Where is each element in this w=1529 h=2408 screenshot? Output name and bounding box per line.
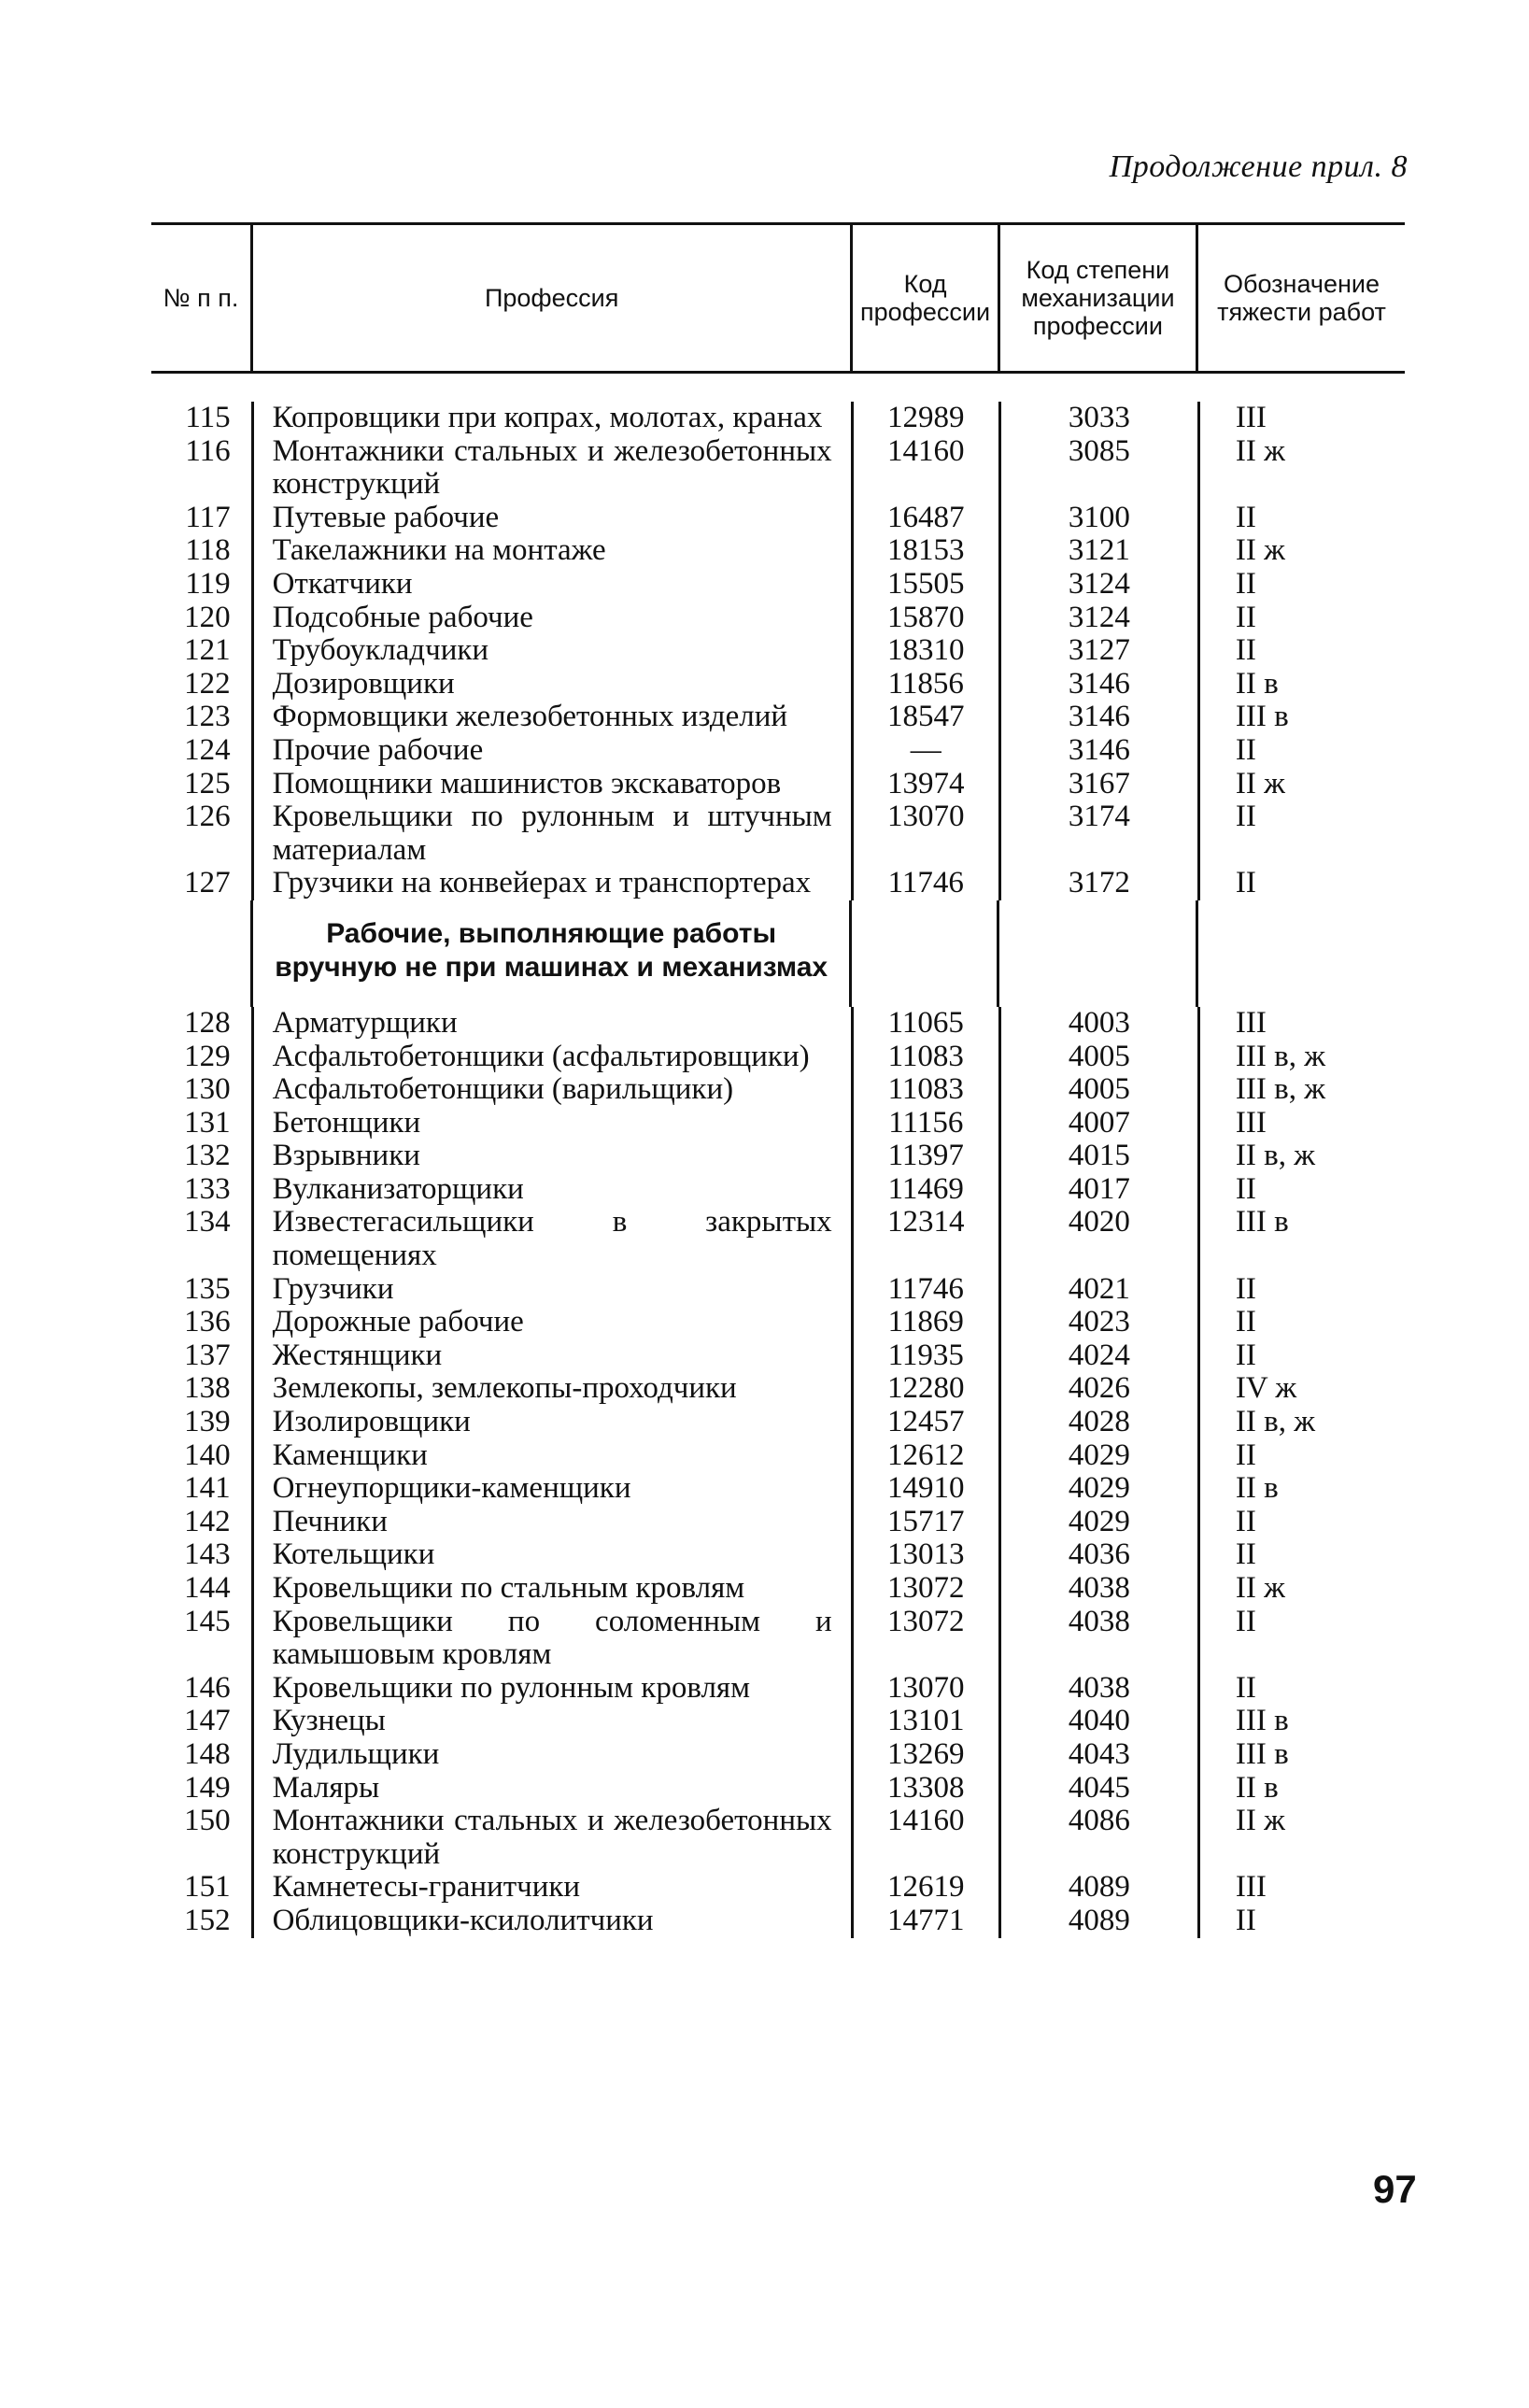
header-profession-code: Код профессии [850, 225, 998, 371]
table-row [151, 602, 1405, 635]
row-mechanization-code: 4040 [998, 1705, 1197, 1738]
row-number: 117 [185, 500, 231, 534]
table-row [151, 1073, 1405, 1107]
row-profession-code: 11856 [851, 668, 998, 701]
row-profession-code: 11083 [851, 1041, 998, 1074]
row-mechanization-code: 4038 [998, 1672, 1197, 1706]
row-mechanization-code: 4005 [998, 1041, 1197, 1074]
row-number: 141 [184, 1471, 231, 1506]
row-profession-code: 14160 [851, 435, 998, 502]
row-severity: II [1197, 800, 1405, 867]
row-profession-code: 13072 [851, 1606, 998, 1672]
row-profession-code: 11065 [851, 1007, 998, 1041]
row-profession-code: 14160 [851, 1805, 998, 1871]
row-mechanization-code: 4028 [998, 1406, 1197, 1439]
row-profession: Кровельщики по стальным кровлям [251, 1572, 851, 1606]
row-mechanization-code: 4029 [998, 1439, 1197, 1473]
row-profession-code: 12280 [851, 1372, 998, 1406]
row-profession: Такелажники на монтаже [251, 534, 851, 568]
row-severity: II [1197, 1905, 1405, 1938]
row-severity: II ж [1197, 435, 1405, 502]
row-number: 143 [184, 1537, 231, 1572]
table-row [151, 734, 1405, 768]
table-row [151, 1007, 1405, 1041]
row-number: 126 [184, 800, 231, 834]
row-mechanization-code: 4020 [998, 1206, 1197, 1272]
row-severity: II [1197, 1606, 1405, 1672]
row-number: 138 [184, 1371, 231, 1406]
table-row [151, 402, 1405, 435]
table-row [151, 1372, 1405, 1406]
row-profession: Арматурщики [251, 1007, 851, 1041]
row-profession-code: 13070 [851, 800, 998, 867]
table-row [151, 1871, 1405, 1905]
section-title: Рабочие, выполняющие работы вручную не при машинах и механизмах [250, 900, 849, 1007]
row-number: 132 [184, 1139, 231, 1173]
section-row [151, 900, 1405, 1007]
row-mechanization-code: 3146 [998, 701, 1197, 734]
table-row [151, 435, 1405, 502]
row-mechanization-code: 3124 [998, 602, 1197, 635]
row-profession-code: 11935 [851, 1339, 998, 1373]
table-row [151, 1041, 1405, 1074]
row-profession: Кузнецы [251, 1705, 851, 1738]
section-code-cell [849, 900, 997, 1007]
row-mechanization-code: 4045 [998, 1772, 1197, 1806]
row-number: 123 [184, 700, 231, 734]
row-profession: Путевые рабочие [251, 502, 851, 535]
row-profession: Печники [251, 1506, 851, 1539]
row-profession: Грузчики [251, 1273, 851, 1307]
row-profession: Трубоукладчики [251, 634, 851, 668]
table-row [151, 534, 1405, 568]
row-profession: Формовщики железобетонных изделий [251, 701, 851, 734]
table-row [151, 1738, 1405, 1772]
row-severity: II [1197, 1672, 1405, 1706]
row-severity: II [1197, 1273, 1405, 1307]
table-row [151, 502, 1405, 535]
row-number: 121 [184, 633, 231, 668]
row-profession-code: 14910 [851, 1472, 998, 1506]
row-profession: Изолировщики [251, 1406, 851, 1439]
row-profession-code: 11746 [851, 1273, 998, 1307]
row-number: 147 [184, 1704, 231, 1738]
row-number: 136 [184, 1305, 231, 1339]
row-profession: Известегасильщики в закрытых помещениях [251, 1206, 851, 1272]
row-severity: II [1197, 1306, 1405, 1339]
row-severity: III [1197, 1871, 1405, 1905]
row-number: 144 [184, 1571, 231, 1605]
row-number: 145 [184, 1604, 231, 1638]
row-profession-code: 18547 [851, 701, 998, 734]
row-number: 115 [185, 401, 231, 434]
row-profession: Помощники машинистов экскаваторов [251, 768, 851, 801]
row-number: 137 [184, 1338, 231, 1372]
row-mechanization-code: 3146 [998, 734, 1197, 768]
row-number: 151 [184, 1870, 231, 1905]
row-number: 140 [184, 1438, 231, 1472]
row-number: 146 [184, 1670, 231, 1705]
row-profession: Маляры [251, 1772, 851, 1806]
row-mechanization-code: 4086 [998, 1805, 1197, 1871]
row-profession: Асфальтобетонщики (асфальтировщики) [251, 1041, 851, 1074]
row-profession-code: 14771 [851, 1905, 998, 1938]
row-mechanization-code: 4017 [998, 1173, 1197, 1207]
row-mechanization-code: 4029 [998, 1506, 1197, 1539]
row-profession: Подсобные рабочие [251, 602, 851, 635]
row-number: 139 [184, 1405, 231, 1439]
row-number: 150 [184, 1804, 231, 1838]
section-mech-cell [997, 900, 1196, 1007]
row-profession: Каменщики [251, 1439, 851, 1473]
table-row [151, 1472, 1405, 1506]
row-mechanization-code: 4038 [998, 1606, 1197, 1672]
row-profession-code: 15870 [851, 602, 998, 635]
row-profession-code: 11869 [851, 1306, 998, 1339]
row-mechanization-code: 4089 [998, 1871, 1197, 1905]
row-number: 119 [185, 566, 231, 601]
row-severity: II [1197, 502, 1405, 535]
row-profession-code: 11397 [851, 1140, 998, 1173]
table-row [151, 768, 1405, 801]
table-row [151, 668, 1405, 701]
table-row [151, 1606, 1405, 1672]
row-mechanization-code: 3174 [998, 800, 1197, 867]
row-profession: Откатчики [251, 568, 851, 602]
row-number: 116 [185, 433, 231, 468]
row-mechanization-code: 4026 [998, 1372, 1197, 1406]
row-severity: III в, ж [1197, 1041, 1405, 1074]
row-severity: II в, ж [1197, 1140, 1405, 1173]
row-severity: III [1197, 402, 1405, 435]
row-number: 152 [184, 1903, 231, 1937]
row-profession-code: 12612 [851, 1439, 998, 1473]
row-profession-code: 11156 [851, 1107, 998, 1140]
header-num: № п п. [163, 284, 239, 312]
row-severity: II ж [1197, 1805, 1405, 1871]
professions-table [151, 222, 1405, 1944]
row-profession: Прочие рабочие [251, 734, 851, 768]
row-mechanization-code: 4036 [998, 1538, 1197, 1572]
row-severity: III в [1197, 1705, 1405, 1738]
row-mechanization-code: 3121 [998, 534, 1197, 568]
row-profession: Грузчики на конвейерах и транспортерах [251, 867, 851, 900]
row-profession-code: 11469 [851, 1173, 998, 1207]
table-row [151, 867, 1405, 900]
row-severity: III в [1197, 701, 1405, 734]
row-number: 128 [184, 1005, 231, 1040]
row-severity: II [1197, 1439, 1405, 1473]
row-mechanization-code: 4089 [998, 1905, 1197, 1938]
row-severity: IV ж [1197, 1372, 1405, 1406]
row-profession-code: 12457 [851, 1406, 998, 1439]
row-profession: Копровщики при копрах, молотах, кранах [251, 402, 851, 435]
row-mechanization-code: 4005 [998, 1073, 1197, 1107]
table-row [151, 1538, 1405, 1572]
row-profession-code: 11746 [851, 867, 998, 900]
row-profession: Кровельщики по рулонным и штучным материалам [251, 800, 851, 867]
row-profession: Взрывники [251, 1140, 851, 1173]
section-grav-cell [1196, 900, 1405, 1007]
table-row [151, 1439, 1405, 1473]
row-severity: II в [1197, 1772, 1405, 1806]
row-severity: II в [1197, 668, 1405, 701]
row-profession-code: 11083 [851, 1073, 998, 1107]
row-mechanization-code: 4021 [998, 1273, 1197, 1307]
row-mechanization-code: 4023 [998, 1306, 1197, 1339]
row-number: 135 [184, 1271, 231, 1306]
row-profession: Котельщики [251, 1538, 851, 1572]
table-header [151, 225, 1405, 371]
running-head: Продолжение прил. 8 [1109, 149, 1408, 184]
header-profession: Профессия [250, 225, 850, 371]
table-row [151, 701, 1405, 734]
row-profession: Монтажники стальных и железобетонных конструкций [251, 1805, 851, 1871]
row-profession-code: 12619 [851, 1871, 998, 1905]
row-number: 130 [184, 1072, 231, 1107]
page-number: 97 [1373, 2167, 1417, 2211]
table-row [151, 1173, 1405, 1207]
row-profession: Монтажники стальных и железобетонных конструкций [251, 435, 851, 502]
row-profession-code: 13308 [851, 1772, 998, 1806]
table-row [151, 1273, 1405, 1307]
row-severity: II [1197, 1339, 1405, 1373]
row-number: 148 [184, 1736, 231, 1771]
row-number: 149 [184, 1770, 231, 1805]
table-row [151, 1705, 1405, 1738]
row-profession-code: 18310 [851, 634, 998, 668]
table-row [151, 1339, 1405, 1373]
row-severity: II [1197, 867, 1405, 900]
table-row [151, 568, 1405, 602]
row-mechanization-code: 4038 [998, 1572, 1197, 1606]
row-profession-code: 13013 [851, 1538, 998, 1572]
row-profession: Лудильщики [251, 1738, 851, 1772]
row-profession: Дозировщики [251, 668, 851, 701]
row-profession-code: 12989 [851, 402, 998, 435]
row-profession: Камнетесы-гранитчики [251, 1871, 851, 1905]
row-severity: III [1197, 1007, 1405, 1041]
table-row [151, 634, 1405, 668]
table-row [151, 1406, 1405, 1439]
table-row [151, 1206, 1405, 1272]
row-number: 120 [184, 600, 231, 634]
row-mechanization-code: 3124 [998, 568, 1197, 602]
row-mechanization-code: 3172 [998, 867, 1197, 900]
row-profession: Кровельщики по соломенным и камышовым кровлям [251, 1606, 851, 1672]
row-profession-code: 13101 [851, 1705, 998, 1738]
row-profession: Асфальтобетонщики (варильщики) [251, 1073, 851, 1107]
row-profession-code: 15505 [851, 568, 998, 602]
row-number: 118 [185, 533, 231, 568]
row-severity: II в [1197, 1472, 1405, 1506]
row-mechanization-code: 4029 [998, 1472, 1197, 1506]
row-mechanization-code: 3146 [998, 668, 1197, 701]
row-severity: II [1197, 734, 1405, 768]
row-profession: Вулканизаторщики [251, 1173, 851, 1207]
row-mechanization-code: 3033 [998, 402, 1197, 435]
table-row [151, 1140, 1405, 1173]
row-severity: III в, ж [1197, 1073, 1405, 1107]
row-profession-code: — [851, 734, 998, 768]
row-severity: II ж [1197, 534, 1405, 568]
row-mechanization-code: 3167 [998, 768, 1197, 801]
row-number: 142 [184, 1504, 231, 1538]
row-mechanization-code: 4007 [998, 1107, 1197, 1140]
row-severity: III [1197, 1107, 1405, 1140]
table-row [151, 1506, 1405, 1539]
row-number: 131 [184, 1105, 231, 1140]
row-severity: II ж [1197, 1572, 1405, 1606]
row-severity: II [1197, 568, 1405, 602]
row-mechanization-code: 4015 [998, 1140, 1197, 1173]
table-row [151, 1672, 1405, 1706]
section-num-cell [151, 900, 250, 1007]
row-mechanization-code: 3085 [998, 435, 1197, 502]
row-severity: II [1197, 602, 1405, 635]
row-severity: II ж [1197, 768, 1405, 801]
row-number: 129 [184, 1039, 231, 1073]
row-severity: II [1197, 1173, 1405, 1207]
row-number: 127 [184, 866, 231, 900]
row-severity: II [1197, 1506, 1405, 1539]
row-profession-code: 18153 [851, 534, 998, 568]
row-profession-code: 15717 [851, 1506, 998, 1539]
row-profession-code: 16487 [851, 502, 998, 535]
row-profession: Бетонщики [251, 1107, 851, 1140]
row-mechanization-code: 3100 [998, 502, 1197, 535]
table-body [151, 374, 1405, 1944]
row-profession-code: 13070 [851, 1672, 998, 1706]
table-row [151, 1107, 1405, 1140]
row-number: 122 [184, 666, 231, 701]
row-severity: II [1197, 1538, 1405, 1572]
row-severity: III в [1197, 1206, 1405, 1272]
row-profession-code: 12314 [851, 1206, 998, 1272]
table-row [151, 1772, 1405, 1806]
table-row [151, 1805, 1405, 1871]
row-number: 134 [184, 1205, 231, 1239]
header-mechanization-code: Код степени механизации профессии [998, 225, 1196, 371]
row-number: 125 [184, 766, 231, 800]
header-severity: Обозначение тяжести работ [1196, 225, 1405, 371]
row-profession: Облицовщики-ксилолитчики [251, 1905, 851, 1938]
table-row [151, 1905, 1405, 1938]
row-profession-code: 13269 [851, 1738, 998, 1772]
table-row [151, 1572, 1405, 1606]
row-profession: Дорожные рабочие [251, 1306, 851, 1339]
row-profession-code: 13072 [851, 1572, 998, 1606]
row-profession-code: 13974 [851, 768, 998, 801]
table-row [151, 1306, 1405, 1339]
row-profession: Огнеупорщики-каменщики [251, 1472, 851, 1506]
row-profession: Кровельщики по рулонным кровлям [251, 1672, 851, 1706]
row-severity: II в, ж [1197, 1406, 1405, 1439]
row-mechanization-code: 4024 [998, 1339, 1197, 1373]
row-number: 133 [184, 1171, 231, 1206]
row-number: 124 [184, 732, 231, 767]
row-severity: III в [1197, 1738, 1405, 1772]
row-severity: II [1197, 634, 1405, 668]
row-profession: Землекопы, землекопы-проходчики [251, 1372, 851, 1406]
row-mechanization-code: 4003 [998, 1007, 1197, 1041]
table-row [151, 800, 1405, 867]
row-profession: Жестянщики [251, 1339, 851, 1373]
row-mechanization-code: 3127 [998, 634, 1197, 668]
row-mechanization-code: 4043 [998, 1738, 1197, 1772]
